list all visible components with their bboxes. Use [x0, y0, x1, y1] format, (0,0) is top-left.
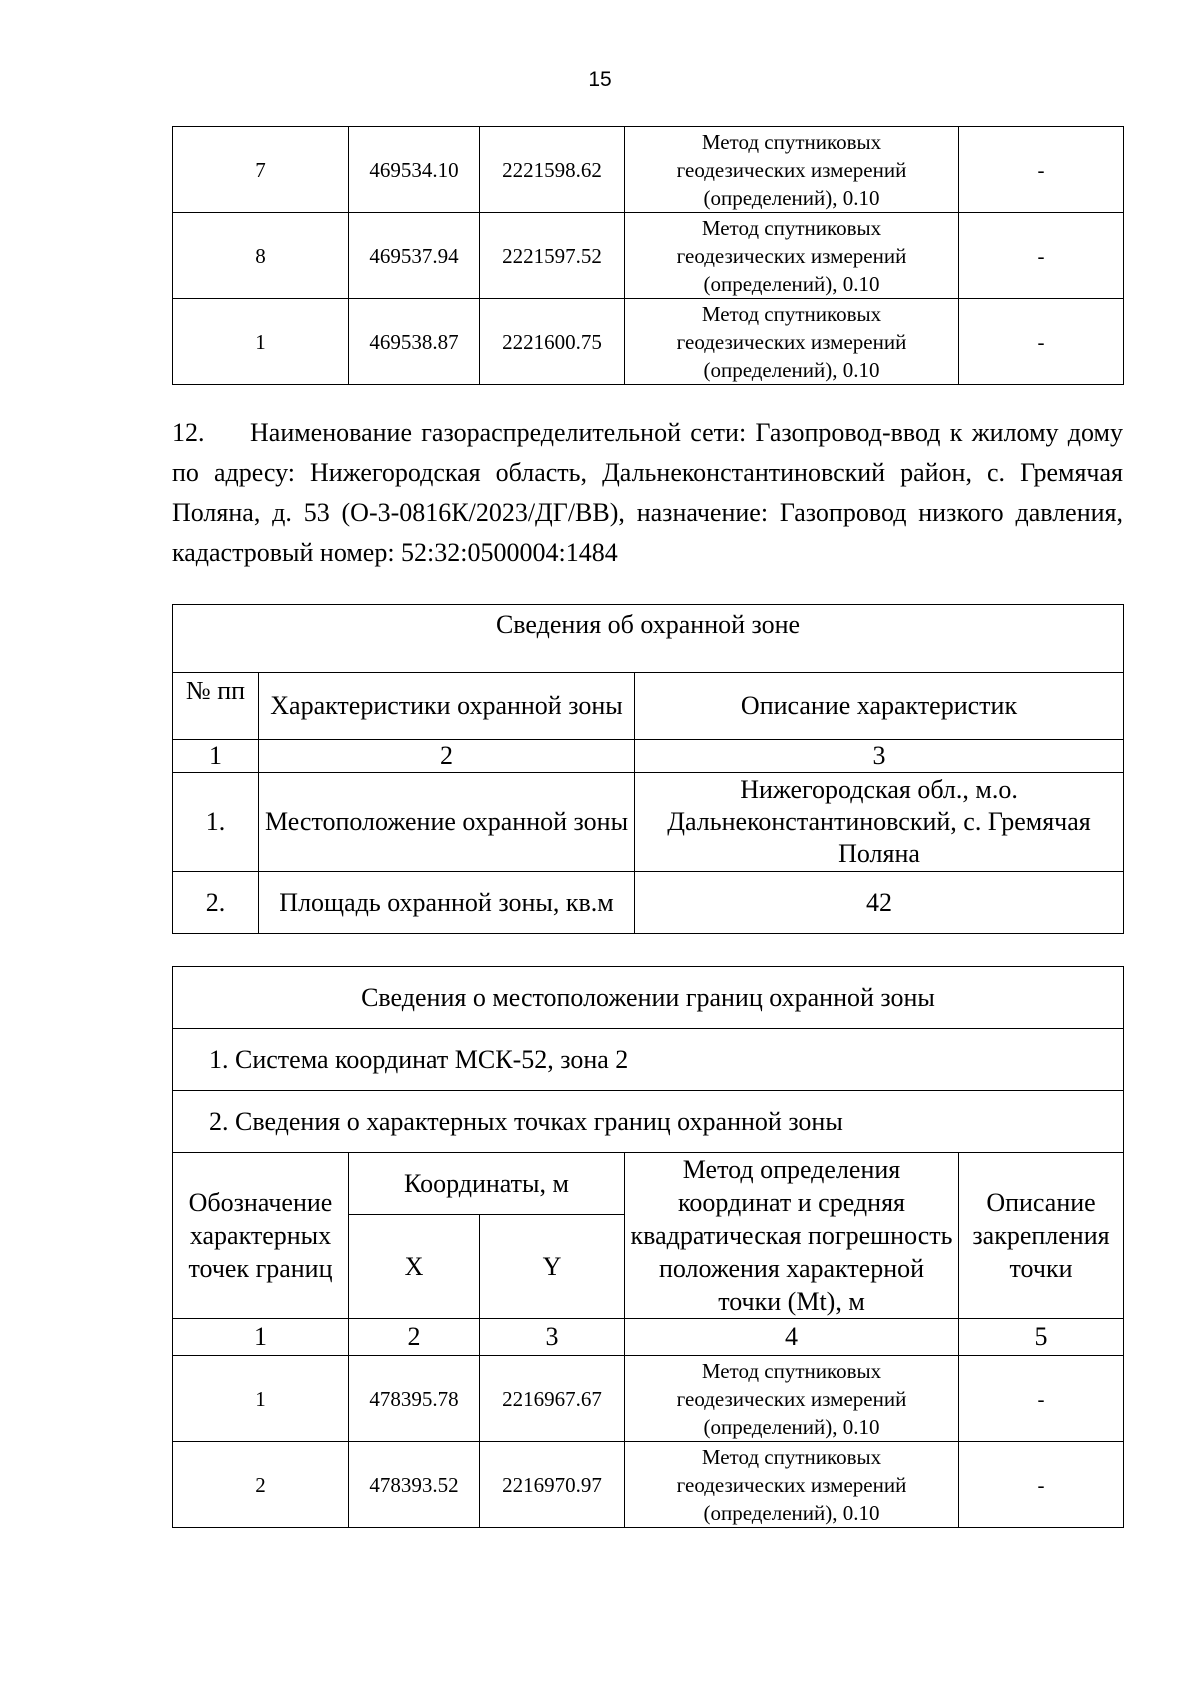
table-row — [173, 299, 1124, 385]
col-number: 2 — [349, 1319, 480, 1356]
point-cell: 2 — [173, 1442, 349, 1528]
protection-zone-table — [172, 604, 1124, 934]
table-row — [173, 1356, 1124, 1442]
page-number: 15 — [588, 68, 612, 91]
col-number: 5 — [959, 1319, 1124, 1356]
method-line: (определений), 0.10 — [703, 185, 880, 210]
section-number: 12. — [172, 418, 205, 447]
boundaries-table — [172, 966, 1124, 1528]
method-line: геодезических измерений — [676, 329, 907, 354]
y-cell: 2216970.97 — [480, 1442, 625, 1528]
table-row — [173, 872, 1124, 934]
x-cell: 469538.87 — [349, 299, 480, 385]
zone-table-title: Сведения об охранной зоне — [173, 605, 1124, 673]
method-line: (определений), 0.10 — [703, 357, 880, 382]
coordinate-system: 1. Система координат МСК-52, зона 2 — [173, 1029, 1124, 1091]
x-cell: 478395.78 — [349, 1356, 480, 1442]
method-line: (определений), 0.10 — [703, 1414, 880, 1439]
y-cell: 2221598.62 — [480, 127, 625, 213]
method-line: геодезических измерений — [676, 1386, 907, 1411]
fixing-cell: - — [959, 1356, 1124, 1442]
row-name: Площадь охранной зоны, кв.м — [259, 872, 635, 934]
fixing-cell: - — [959, 213, 1124, 299]
method-line: геодезических измерений — [676, 157, 907, 182]
x-cell: 469537.94 — [349, 213, 480, 299]
header-x: X — [349, 1215, 480, 1319]
prev-coordinates-table — [172, 126, 1124, 385]
header-characteristics: Характеристики охранной зоны — [259, 673, 635, 740]
x-cell: 478393.52 — [349, 1442, 480, 1528]
fixing-cell: - — [959, 127, 1124, 213]
method-line: Метод спутниковых — [701, 301, 882, 326]
point-cell: 8 — [173, 213, 349, 299]
header-designation: Обозначение характерных точек границ — [173, 1153, 349, 1319]
col-number: 3 — [635, 740, 1124, 773]
row-name: Местоположение охранной зоны — [259, 773, 635, 872]
col-number: 2 — [259, 740, 635, 773]
col-number: 1 — [173, 1319, 349, 1356]
method-cell — [625, 1356, 959, 1442]
row-number: 2. — [173, 872, 259, 934]
y-cell: 2221600.75 — [480, 299, 625, 385]
y-cell: 2221597.52 — [480, 213, 625, 299]
method-line: геодезических измерений — [676, 1472, 907, 1497]
table-row — [173, 127, 1124, 213]
x-cell: 469534.10 — [349, 127, 480, 213]
point-cell: 7 — [173, 127, 349, 213]
table-row — [173, 773, 1124, 872]
table-row — [173, 213, 1124, 299]
method-cell — [625, 1442, 959, 1528]
row-number: 1. — [173, 773, 259, 872]
point-cell: 1 — [173, 299, 349, 385]
method-cell — [625, 127, 959, 213]
point-cell: 1 — [173, 1356, 349, 1442]
method-line: (определений), 0.10 — [703, 1500, 880, 1525]
section-text: Наименование газораспределительной сети: Газопровод-ввод к жилому дому по адресу: Нижегородская область, Дальнеконстантиновский район, с. Гремячая Поляна, д. 53 (О-3-0816К/2023/ДГ/ВВ), назначение: Газопровод низкого давления, кадастровый номер: 52:32:0500004:1484 — [172, 418, 1123, 567]
header-number: № пп — [173, 673, 259, 740]
fixing-cell: - — [959, 299, 1124, 385]
section-paragraph — [172, 413, 1123, 573]
method-line: Метод спутниковых — [701, 215, 882, 240]
table-row — [173, 1442, 1124, 1528]
bounds-table-title: Сведения о местоположении границ охранной зоны — [173, 967, 1124, 1029]
col-number: 1 — [173, 740, 259, 773]
fixing-cell: - — [959, 1442, 1124, 1528]
row-description: Нижегородская обл., м.о. Дальнеконстантиновский, с. Гремячая Поляна — [635, 773, 1124, 872]
header-method: Метод определения координат и средняя квадратическая погрешность положения характерной точки (Mt), м — [625, 1153, 959, 1319]
header-description: Описание характеристик — [635, 673, 1124, 740]
method-cell — [625, 213, 959, 299]
col-number: 3 — [480, 1319, 625, 1356]
header-coordinates: Координаты, м — [349, 1153, 625, 1215]
points-title: 2. Сведения о характерных точках границ охранной зоны — [173, 1091, 1124, 1153]
header-fixing: Описание закрепления точки — [959, 1153, 1124, 1319]
col-number: 4 — [625, 1319, 959, 1356]
method-line: Метод спутниковых — [701, 129, 882, 154]
method-line: (определений), 0.10 — [703, 271, 880, 296]
method-line: Метод спутниковых — [701, 1444, 882, 1469]
row-description: 42 — [635, 872, 1124, 934]
method-line: геодезических измерений — [676, 243, 907, 268]
method-line: Метод спутниковых — [701, 1358, 882, 1383]
y-cell: 2216967.67 — [480, 1356, 625, 1442]
header-y: Y — [480, 1215, 625, 1319]
method-cell — [625, 299, 959, 385]
